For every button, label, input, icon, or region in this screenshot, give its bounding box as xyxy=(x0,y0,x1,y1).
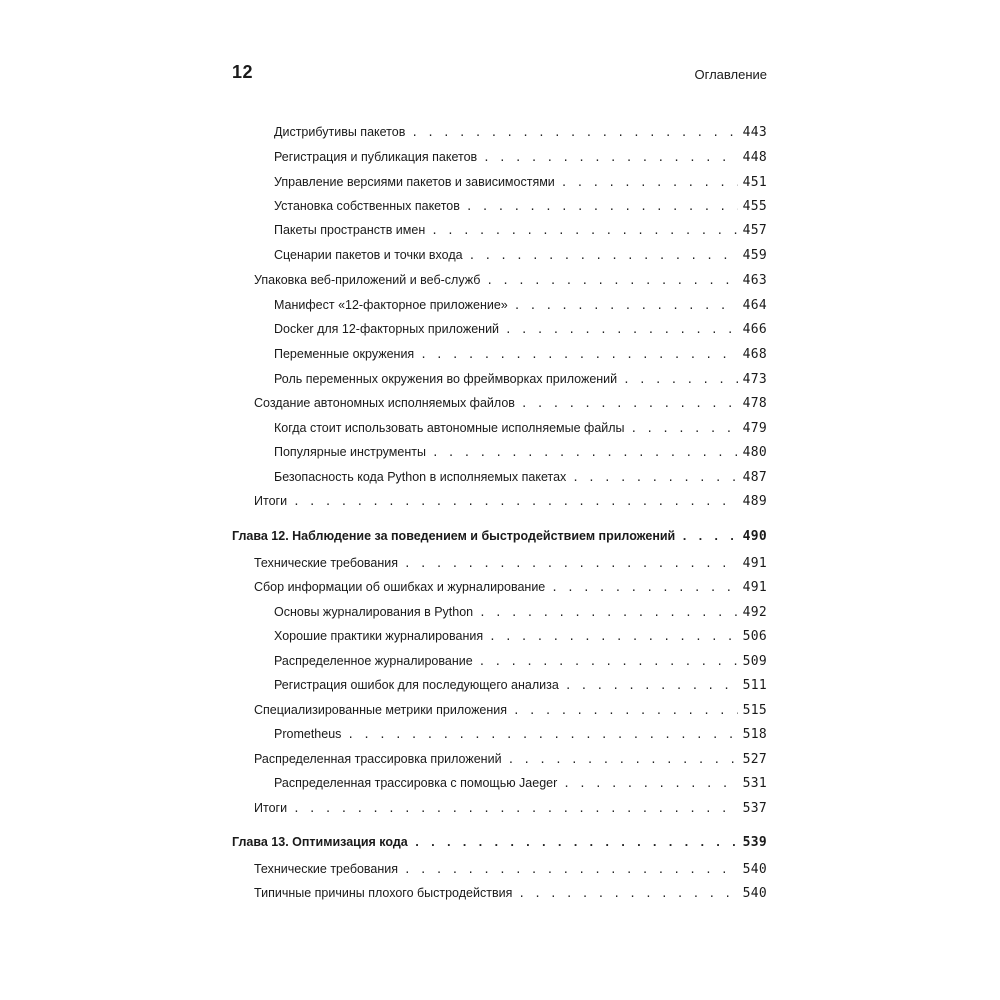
toc-entry-title: Безопасность кода Python в исполняемых пакетах xyxy=(274,470,567,484)
toc-entry-page: 511 xyxy=(742,678,767,693)
toc-entry-title: Когда стоит использовать автономные исполняемые файлы xyxy=(274,421,625,435)
dot-leader xyxy=(623,372,737,388)
toc-entry xyxy=(274,198,767,215)
toc-entry-title: Популярные инструменты xyxy=(274,445,426,459)
toc-entry-page: 527 xyxy=(742,752,767,767)
toc-entry-page: 531 xyxy=(742,776,767,791)
dot-leader xyxy=(411,125,737,141)
toc-entry-page: 468 xyxy=(742,347,767,362)
toc-entry-page: 448 xyxy=(742,150,767,165)
dot-leader xyxy=(518,886,737,902)
toc-entry-page: 540 xyxy=(742,886,767,901)
toc-entry-page: 491 xyxy=(742,556,767,571)
toc-entry-title: Создание автономных исполняемых файлов xyxy=(254,396,515,410)
toc-entry-page: 509 xyxy=(742,654,767,669)
dot-leader xyxy=(469,248,738,264)
dot-leader xyxy=(631,421,738,437)
dot-leader xyxy=(681,529,737,545)
dot-leader xyxy=(479,605,737,621)
toc-entry-page: 457 xyxy=(742,223,767,238)
toc-entry-title: Распределенная трассировка с помощью Jaeger xyxy=(274,776,558,790)
toc-entry xyxy=(274,297,767,314)
toc-entry-title: Роль переменных окружения во фреймворках приложений xyxy=(274,372,618,386)
toc-entry xyxy=(274,469,767,486)
toc-entry-title: Prometheus xyxy=(274,727,342,741)
toc-entry xyxy=(254,395,767,412)
toc-entry-title: Глава 13. Оптимизация кода xyxy=(232,835,408,849)
toc-entry-title: Сценарии пакетов и точки входа xyxy=(274,248,463,262)
dot-leader xyxy=(293,801,738,817)
dot-leader xyxy=(521,396,738,412)
toc-entry-page: 479 xyxy=(742,421,767,436)
toc-entry xyxy=(274,371,767,388)
dot-leader xyxy=(483,150,737,166)
toc-entry xyxy=(254,493,767,510)
toc-entry-title: Технические требования xyxy=(254,556,399,570)
dot-leader xyxy=(432,445,738,461)
dot-leader xyxy=(513,703,738,719)
dot-leader xyxy=(551,580,737,596)
toc-entry-page: 455 xyxy=(742,199,767,214)
toc-entry-title: Глава 12. Наблюдение за поведением и быстродействием приложений xyxy=(232,529,676,543)
toc-chapter-entry xyxy=(232,528,767,545)
toc-entry xyxy=(274,149,767,166)
toc-entry-title: Типичные причины плохого быстродействия xyxy=(254,886,513,900)
toc-entry xyxy=(274,653,767,670)
toc-entry-title: Упаковка веб-приложений и веб-служб xyxy=(254,273,481,287)
dot-leader xyxy=(514,298,738,314)
toc-entry-title: Основы журналирования в Python xyxy=(274,605,474,619)
toc-entry-page: 491 xyxy=(742,580,767,595)
toc-entry xyxy=(254,702,767,719)
toc-entry-page: 459 xyxy=(742,248,767,263)
dot-leader xyxy=(347,727,737,743)
toc-entry-page: 540 xyxy=(742,862,767,877)
toc-entry xyxy=(274,444,767,461)
dot-leader xyxy=(508,752,738,768)
toc-entry-title: Установка собственных пакетов xyxy=(274,199,460,213)
toc-entry-page: 518 xyxy=(742,727,767,742)
toc-entry xyxy=(274,775,767,792)
dot-leader xyxy=(479,654,738,670)
dot-leader xyxy=(420,347,737,363)
toc-entry xyxy=(274,604,767,621)
toc-entry xyxy=(254,555,767,572)
toc-entry-title: Регистрация ошибок для последующего анализа xyxy=(274,678,559,692)
dot-leader xyxy=(561,175,738,191)
toc-entry-page: 466 xyxy=(742,322,767,337)
dot-leader xyxy=(293,494,738,510)
toc-entry-page: 463 xyxy=(742,273,767,288)
toc-entry xyxy=(274,124,767,141)
toc-entry-title: Хорошие практики журналирования xyxy=(274,629,484,643)
toc-entry-title: Управление версиями пакетов и зависимостями xyxy=(274,175,555,189)
dot-leader xyxy=(563,776,737,792)
toc-entry xyxy=(274,628,767,645)
toc-entry-page: 443 xyxy=(742,125,767,140)
dot-leader xyxy=(489,629,738,645)
toc-entry-page: 490 xyxy=(742,529,767,544)
toc-chapter-entry xyxy=(232,834,767,851)
toc-entry-page: 489 xyxy=(742,494,767,509)
toc-entry-page: 480 xyxy=(742,445,767,460)
toc-entry xyxy=(274,346,767,363)
toc-entry xyxy=(274,247,767,264)
toc-entry xyxy=(274,222,767,239)
toc-entry xyxy=(254,885,767,902)
toc-entry-page: 451 xyxy=(742,175,767,190)
toc-entry-title: Docker для 12-факторных приложений xyxy=(274,322,500,336)
toc-entry-title: Специализированные метрики приложения xyxy=(254,703,508,717)
page-number: 12 xyxy=(232,62,254,82)
dot-leader xyxy=(404,556,738,572)
toc-entry xyxy=(274,726,767,743)
toc-entry-title: Переменные окружения xyxy=(274,347,415,361)
dot-leader xyxy=(572,470,737,486)
toc-entry-page: 515 xyxy=(742,703,767,718)
toc-entry-page: 492 xyxy=(742,605,767,620)
dot-leader xyxy=(414,835,738,851)
toc-entry-title: Итоги xyxy=(254,801,288,815)
toc-entry-title: Распределенное журналирование xyxy=(274,654,473,668)
dot-leader xyxy=(505,322,738,338)
toc-entry-title: Технические требования xyxy=(254,862,399,876)
dot-leader xyxy=(565,678,738,694)
toc-entry-title: Сбор информации об ошибках и журналирование xyxy=(254,580,546,594)
toc-entry-page: 487 xyxy=(742,470,767,485)
toc-entry-title: Дистрибутивы пакетов xyxy=(274,125,406,139)
toc-entry xyxy=(254,751,767,768)
toc-entry xyxy=(274,174,767,191)
toc-entry-page: 478 xyxy=(742,396,767,411)
toc-entry xyxy=(274,677,767,694)
toc-entry-title: Манифест «12-факторное приложение» xyxy=(274,298,508,312)
toc-entry-title: Итоги xyxy=(254,494,288,508)
toc-entry xyxy=(254,579,767,596)
toc-entry-page: 539 xyxy=(742,835,767,850)
toc-entry-page: 506 xyxy=(742,629,767,644)
toc-entry xyxy=(274,321,767,338)
toc-entry-page: 464 xyxy=(742,298,767,313)
toc-entry xyxy=(254,861,767,878)
dot-leader xyxy=(431,223,737,239)
toc-entry xyxy=(274,420,767,437)
toc-entry-title: Пакеты пространств имен xyxy=(274,223,426,237)
toc-entry-title: Распределенная трассировка приложений xyxy=(254,752,502,766)
dot-leader xyxy=(466,199,738,215)
toc-entry-page: 473 xyxy=(742,372,767,387)
dot-leader xyxy=(486,273,737,289)
toc-entry-page: 537 xyxy=(742,801,767,816)
running-title: Оглавление xyxy=(694,67,767,82)
dot-leader xyxy=(404,862,738,878)
toc-entry xyxy=(254,800,767,817)
toc-entry xyxy=(254,272,767,289)
toc-entry-title: Регистрация и публикация пакетов xyxy=(274,150,478,164)
